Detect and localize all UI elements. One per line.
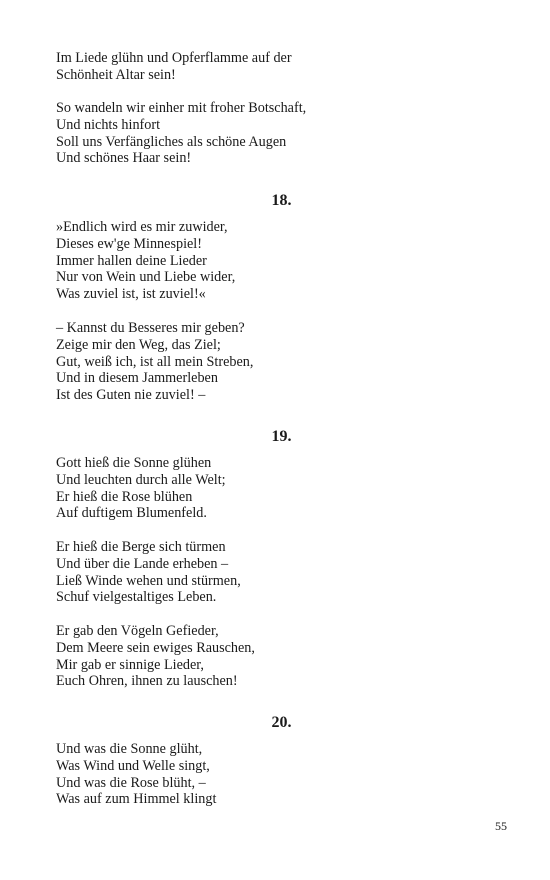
verse-line: Auf duftigem Blumenfeld. [56,505,207,522]
verse-line: Gott hieß die Sonne glühen [56,455,212,471]
stanza [56,50,496,84]
verse-line: Nur von Wein und Liebe wider, [56,269,236,286]
verse-line: Und leuchten durch alle Welt; [56,471,226,488]
verse-line: Dem Meere sein ewiges Rauschen, [56,639,255,656]
verse-line: Was auf zum Himmel klingt [56,791,217,808]
stanza [56,455,496,522]
poem-number-heading: 18. [271,192,292,209]
verse-line: Zeige mir den Weg, das Ziel; [56,336,221,353]
verse-line: Was Wind und Welle singt, [56,757,210,774]
verse-line: Ließ Winde wehen und stürmen, [56,572,241,589]
verse-line: Er hieß die Berge sich türmen [56,539,226,555]
verse-line: Was zuviel ist, ist zuviel!« [56,286,206,303]
stanza [56,320,496,404]
verse-line: »Endlich wird es mir zuwider, [56,219,228,235]
verse-line: So wandeln wir einher mit froher Botschaft, [56,100,307,116]
poem-number-heading: 20. [271,714,292,731]
verse-line: Schönheit Altar sein! [56,66,176,83]
verse-line: Und was die Rose blüht, – [56,774,206,791]
stanza [56,623,496,690]
verse-line: Er hieß die Rose blühen [56,488,193,505]
stanza [56,219,496,303]
page-number: 55 [495,819,507,833]
verse-line: Und was die Sonne glüht, [56,741,203,757]
stanza [56,100,496,167]
verse-line: Und nichts hinfort [56,116,161,133]
verse-line: Und schönes Haar sein! [56,150,192,167]
verse-line: Er gab den Vögeln Gefieder, [56,623,219,639]
verse-line: Ist des Guten nie zuviel! – [56,387,206,404]
verse-line: Gut, weiß ich, ist all mein Streben, [56,353,254,370]
verse-line: Schuf vielgestaltiges Leben. [56,589,217,606]
stanza [56,539,496,606]
verse-line: – Kannst du Besseres mir geben? [56,320,245,336]
verse-line: Soll uns Verfängliches als schöne Augen [56,133,287,150]
verse-line: Und über die Lande erheben – [56,555,229,572]
verse-line: Im Liede glühn und Opferflamme auf der [56,50,292,66]
stanza [56,741,496,808]
verse-line: Dieses ew'ge Minnespiel! [56,235,202,252]
verse-line: Mir gab er sinnige Lieder, [56,656,204,673]
verse-line: Und in diesem Jammerleben [56,370,218,387]
poem-number-heading: 19. [271,428,292,445]
verse-line: Immer hallen deine Lieder [56,252,207,269]
verse-line: Euch Ohren, ihnen zu lauschen! [56,673,238,690]
